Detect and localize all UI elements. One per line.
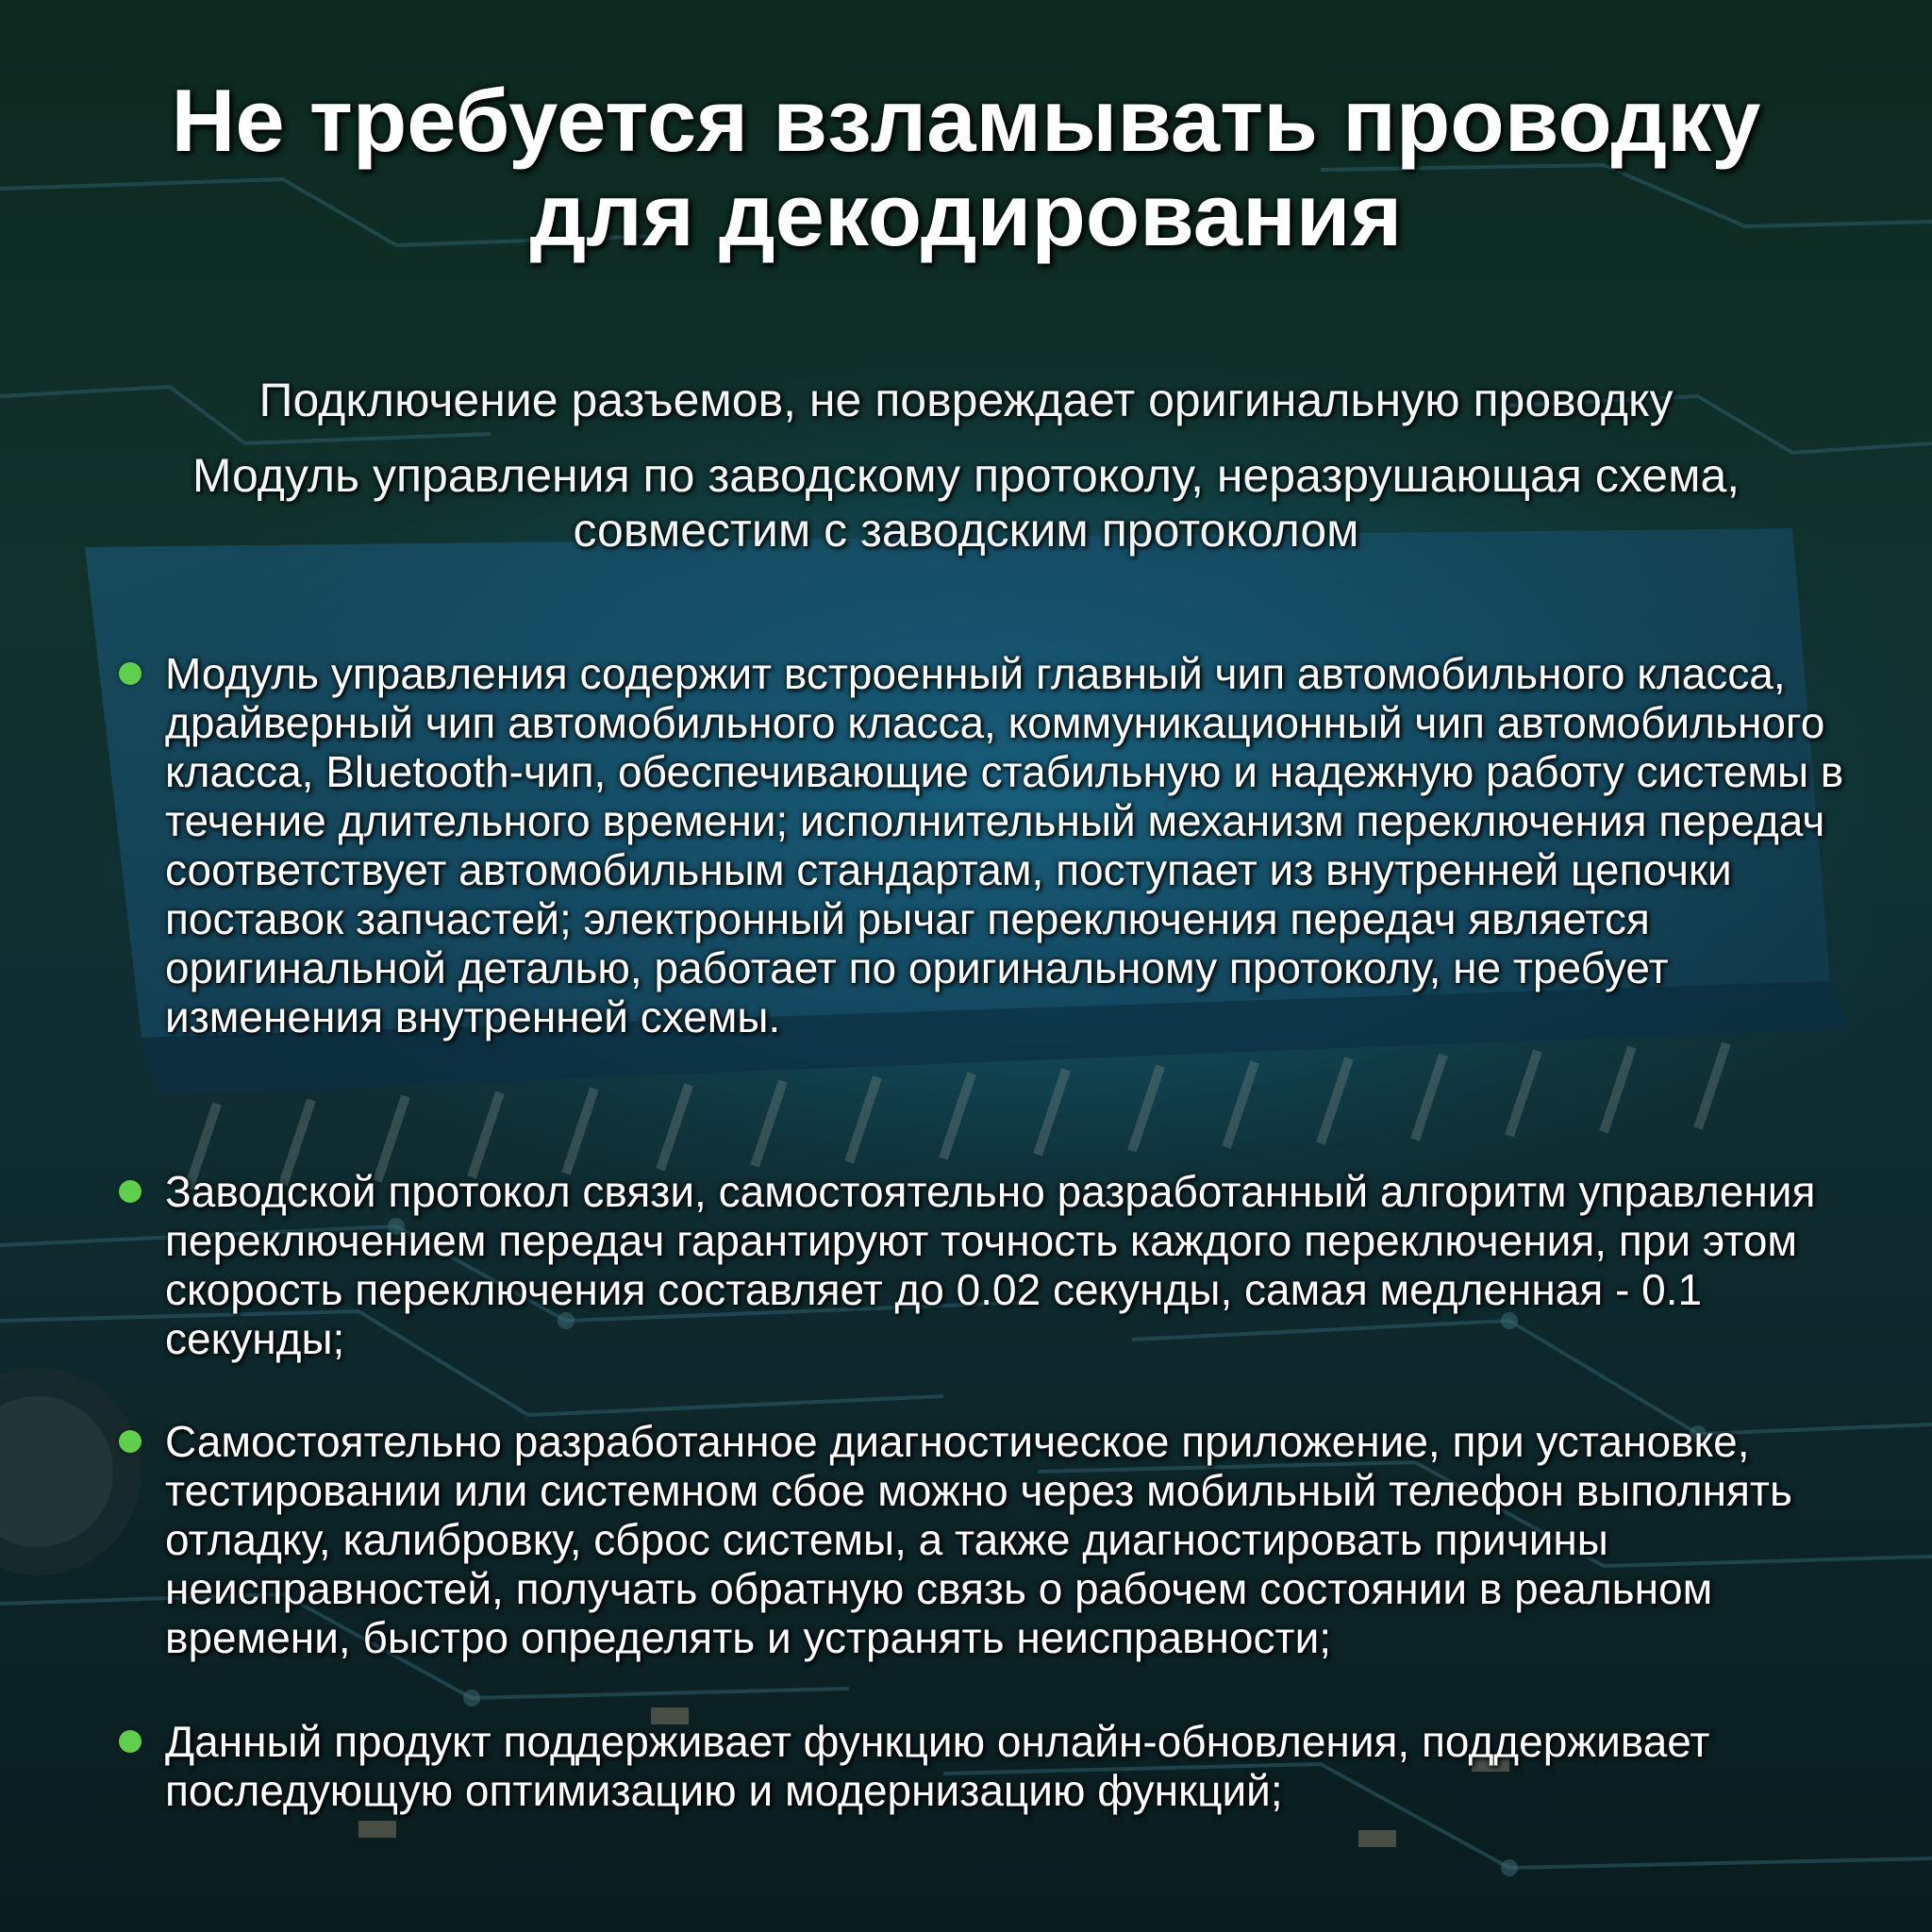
feature-bullet-3: Самостоятельно разработанное диагностическое приложение, при установке, тестировании или системном сбое можно через мобильный телефон выполнять отладку, калибровку, сброс системы, а также диагностировать причины неисправностей, получать обратную связь о рабочем состоянии в реальном времени, быстро определять и устранять неисправности;: [165, 1417, 1792, 1662]
feature-bullet-4: Данный продукт поддерживает функцию онлайн-обновления, поддерживает последующую оптимизацию и модернизацию функций;: [165, 1717, 1710, 1815]
bullet-dot-icon: [119, 1730, 142, 1753]
page-title: Не требуется взламывать проводку: [171, 71, 1761, 170]
page-title-line2: для декодирования: [529, 165, 1403, 264]
feature-bullet-2: Заводской протокол связи, самостоятельно разработанный алгоритм управления переключением передач гарантируют точность каждого переключения, при этом скорость переключения составляет до 0.02 секунды, самая медленная - 0.1 секунды;: [165, 1167, 1816, 1363]
feature-bullet-1: Модуль управления содержит встроенный главный чип автомобильного класса, драйверный чип автомобильного класса, коммуникационный чип автомобильного класса, Bluetooth-чип, обеспечивающие стабильную и надежную работу системы в течение длительного времени; исполнительный механизм переключения передач соответствует автомобильным стандартам, поступает из внутренней цепочки поставок запчастей; электронный рычаг переключения передач является оригинальной деталью, работает по оригинальному протоколу, не требует изменения внутренней схемы.: [165, 649, 1844, 1041]
page-title-highlight-row: [0, 165, 1932, 264]
intro-line-2: Модуль управления по заводскому протоколу, неразрушающая схема,: [192, 449, 1740, 502]
page-title-highlighted: [517, 165, 1416, 264]
bullet-dot-icon: [119, 662, 142, 685]
intro-line-3: совместим с заводским протоколом: [573, 504, 1359, 557]
intro-line-1: Подключение разъемов, не повреждает оригинальную проводку: [258, 374, 1674, 426]
bullet-dot-icon: [119, 1180, 142, 1203]
bullet-dot-icon: [119, 1430, 142, 1453]
